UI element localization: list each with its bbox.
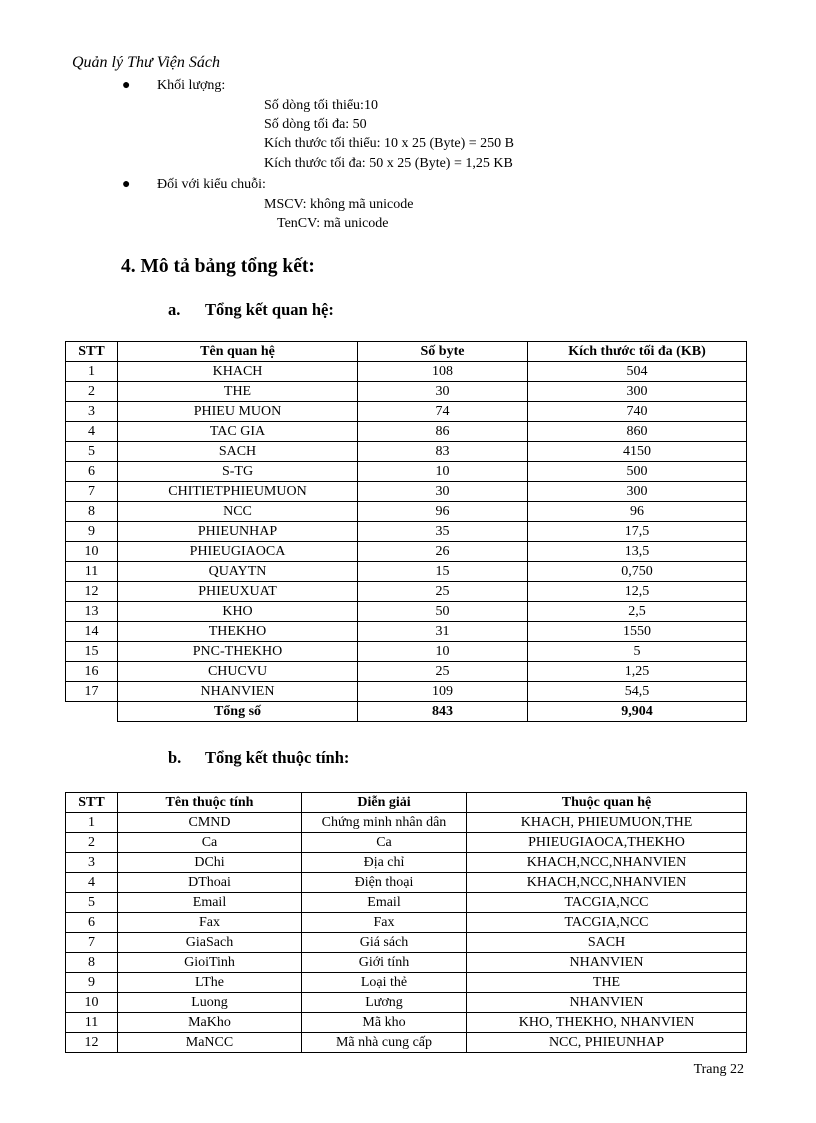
table-cell: 12 [66, 1033, 118, 1053]
table-cell: 13,5 [528, 542, 747, 562]
table-cell: NHANVIEN [118, 682, 358, 702]
table-header-row [66, 793, 747, 813]
table-cell: 1 [66, 362, 118, 382]
column-header: Thuộc quan hệ [467, 793, 747, 813]
column-header: Kích thước tối đa (KB) [528, 342, 747, 362]
table-cell: KHO [118, 602, 358, 622]
table-cell: Email [302, 893, 467, 913]
bullet-line: Kích thước tối đa: 50 x 25 (Byte) = 1,25 KB [264, 156, 513, 171]
table-cell: GiaSach [118, 933, 302, 953]
table-cell: TACGIA,NCC [467, 913, 747, 933]
table-cell: DChi [118, 853, 302, 873]
table-cell: TAC GIA [118, 422, 358, 442]
table-cell: KHACH, PHIEUMUON,THE [467, 813, 747, 833]
section-4-heading: 4. Mô tả bảng tổng kết: [121, 256, 315, 277]
table-cell: 25 [358, 582, 528, 602]
table-row [66, 482, 747, 502]
table-cell: 4150 [528, 442, 747, 462]
table-row [66, 402, 747, 422]
table-row [66, 662, 747, 682]
table-cell: 30 [358, 482, 528, 502]
table-cell: THEKHO [118, 622, 358, 642]
page-number: Trang 22 [693, 1062, 744, 1077]
table-cell: Ca [302, 833, 467, 853]
table-row [66, 562, 747, 582]
table-cell: 31 [358, 622, 528, 642]
table-cell: 16 [66, 662, 118, 682]
table-cell: 740 [528, 402, 747, 422]
table-cell: 2 [66, 382, 118, 402]
table-cell: PHIEUNHAP [118, 522, 358, 542]
table-row [66, 362, 747, 382]
table-cell: 5 [66, 442, 118, 462]
table-cell: 11 [66, 1013, 118, 1033]
section-a-letter: a. [168, 300, 181, 319]
bullet-line: Kích thước tối thiểu: 10 x 25 (Byte) = 250 B [264, 136, 514, 151]
table-row [66, 682, 747, 702]
table-cell: 96 [528, 502, 747, 522]
table-cell: PHIEU MUON [118, 402, 358, 422]
table-cell: Giá sách [302, 933, 467, 953]
table-cell: NHANVIEN [467, 993, 747, 1013]
table-cell: CHUCVU [118, 662, 358, 682]
table-cell: 17 [66, 682, 118, 702]
column-header: Tên thuộc tính [118, 793, 302, 813]
table-row [66, 1013, 747, 1033]
table-row [66, 853, 747, 873]
table-cell: KHO, THEKHO, NHANVIEN [467, 1013, 747, 1033]
table-cell: 108 [358, 362, 528, 382]
table-cell: 15 [66, 642, 118, 662]
table-cell: 12,5 [528, 582, 747, 602]
table-cell: Lương [302, 993, 467, 1013]
table-cell: 96 [358, 502, 528, 522]
table-cell: PHIEUGIAOCA [118, 542, 358, 562]
table-cell: 12 [66, 582, 118, 602]
table-cell: 25 [358, 662, 528, 682]
section-b-heading: Tổng kết thuộc tính: [205, 748, 350, 767]
table-cell: 54,5 [528, 682, 747, 702]
table-row [66, 622, 747, 642]
table-cell: 860 [528, 422, 747, 442]
table-cell: PHIEUXUAT [118, 582, 358, 602]
column-header: STT [66, 793, 118, 813]
table-row [66, 502, 747, 522]
table-cell: 1550 [528, 622, 747, 642]
table-cell: Điện thoại [302, 873, 467, 893]
table-cell: 9 [66, 973, 118, 993]
relation-summary-table [65, 341, 747, 722]
table-row [66, 973, 747, 993]
table-cell: CMND [118, 813, 302, 833]
table-cell: 2 [66, 833, 118, 853]
table-cell: 500 [528, 462, 747, 482]
table-cell: 5 [528, 642, 747, 662]
bullet-line: Số dòng tối thiểu:10 [264, 98, 378, 113]
column-header: STT [66, 342, 118, 362]
table-cell: 8 [66, 502, 118, 522]
table-cell: LThe [118, 973, 302, 993]
blank-cell [66, 702, 118, 722]
table-cell: MaKho [118, 1013, 302, 1033]
bullet-line: Số dòng tối đa: 50 [264, 117, 367, 132]
table-cell: 109 [358, 682, 528, 702]
bullet-dot: ● [122, 78, 131, 93]
table-cell: 11 [66, 562, 118, 582]
table-cell: 3 [66, 402, 118, 422]
table-cell: 300 [528, 382, 747, 402]
table-cell: 35 [358, 522, 528, 542]
table-cell: 50 [358, 602, 528, 622]
table-cell: 1 [66, 813, 118, 833]
table-row [66, 542, 747, 562]
table-cell: 13 [66, 602, 118, 622]
bullet-line: TenCV: mã unicode [277, 216, 389, 231]
table-cell: Chứng minh nhân dân [302, 813, 467, 833]
table-cell: 5 [66, 893, 118, 913]
table-cell: 0,750 [528, 562, 747, 582]
table-cell: Luong [118, 993, 302, 1013]
table-cell: THE [118, 382, 358, 402]
table-cell: SACH [467, 933, 747, 953]
table-cell: GioiTinh [118, 953, 302, 973]
table-row [66, 462, 747, 482]
table-cell: THE [467, 973, 747, 993]
table-cell: 10 [358, 642, 528, 662]
table-row [66, 382, 747, 402]
table-cell: 83 [358, 442, 528, 462]
table-row [66, 602, 747, 622]
column-header: Số byte [358, 342, 528, 362]
table-row [66, 813, 747, 833]
table-cell: Mã nhà cung cấp [302, 1033, 467, 1053]
table-row [66, 582, 747, 602]
table-cell: QUAYTN [118, 562, 358, 582]
table-cell: PNC-THEKHO [118, 642, 358, 662]
table-cell: 26 [358, 542, 528, 562]
table-cell: Địa chỉ [302, 853, 467, 873]
table-cell: 4 [66, 422, 118, 442]
table-cell: 1,25 [528, 662, 747, 682]
table-cell: 504 [528, 362, 747, 382]
bullet-line: MSCV: không mã unicode [264, 197, 414, 212]
table-cell: CHITIETPHIEUMUON [118, 482, 358, 502]
table-cell: 6 [66, 913, 118, 933]
table-row [66, 833, 747, 853]
table-cell: Fax [118, 913, 302, 933]
table-cell: Email [118, 893, 302, 913]
table-cell: 2,5 [528, 602, 747, 622]
table-cell: NCC [118, 502, 358, 522]
table-row [66, 873, 747, 893]
table-row [66, 913, 747, 933]
section-a-heading: Tổng kết quan hệ: [205, 300, 334, 319]
table-row [66, 1033, 747, 1053]
table-cell: 4 [66, 873, 118, 893]
table-cell: 17,5 [528, 522, 747, 542]
table-cell: Ca [118, 833, 302, 853]
table-row [66, 953, 747, 973]
total-bytes-cell: 843 [358, 702, 528, 722]
page-header-title: Quản lý Thư Viện Sách [72, 54, 220, 71]
table-cell: 9 [66, 522, 118, 542]
table-row [66, 893, 747, 913]
table-cell: S-TG [118, 462, 358, 482]
table-cell: 3 [66, 853, 118, 873]
table-cell: SACH [118, 442, 358, 462]
table-cell: Mã kho [302, 1013, 467, 1033]
table-cell: Giới tính [302, 953, 467, 973]
table-cell: 10 [66, 993, 118, 1013]
table-cell: 86 [358, 422, 528, 442]
table-cell: 10 [358, 462, 528, 482]
table-cell: 30 [358, 382, 528, 402]
table-cell: KHACH,NCC,NHANVIEN [467, 853, 747, 873]
table-cell: KHACH,NCC,NHANVIEN [467, 873, 747, 893]
table-cell: NCC, PHIEUNHAP [467, 1033, 747, 1053]
column-header: Diễn giải [302, 793, 467, 813]
table-row [66, 442, 747, 462]
attribute-summary-table [65, 792, 747, 1053]
table-cell: Loại thẻ [302, 973, 467, 993]
table-row [66, 642, 747, 662]
table-cell: PHIEUGIAOCA,THEKHO [467, 833, 747, 853]
bullet-label-volume: Khối lượng: [157, 78, 226, 93]
table-row [66, 422, 747, 442]
total-size-cell: 9,904 [528, 702, 747, 722]
table-cell: TACGIA,NCC [467, 893, 747, 913]
table-cell: 74 [358, 402, 528, 422]
table-row [66, 522, 747, 542]
table-cell: 15 [358, 562, 528, 582]
table-row [66, 933, 747, 953]
section-b-letter: b. [168, 748, 182, 767]
table-cell: 6 [66, 462, 118, 482]
table-cell: 14 [66, 622, 118, 642]
table-row [66, 993, 747, 1013]
table-total-row [66, 702, 747, 722]
table-cell: KHACH [118, 362, 358, 382]
table-cell: 7 [66, 933, 118, 953]
column-header: Tên quan hệ [118, 342, 358, 362]
table-cell: 8 [66, 953, 118, 973]
table-cell: 300 [528, 482, 747, 502]
total-label-cell: Tổng số [118, 702, 358, 722]
table-cell: NHANVIEN [467, 953, 747, 973]
table-cell: 7 [66, 482, 118, 502]
table-cell: MaNCC [118, 1033, 302, 1053]
table-header-row [66, 342, 747, 362]
table-cell: 10 [66, 542, 118, 562]
bullet-label-string-type: Đối với kiểu chuỗi: [157, 177, 266, 192]
table-cell: Fax [302, 913, 467, 933]
table-cell: DThoai [118, 873, 302, 893]
bullet-dot: ● [122, 177, 131, 192]
